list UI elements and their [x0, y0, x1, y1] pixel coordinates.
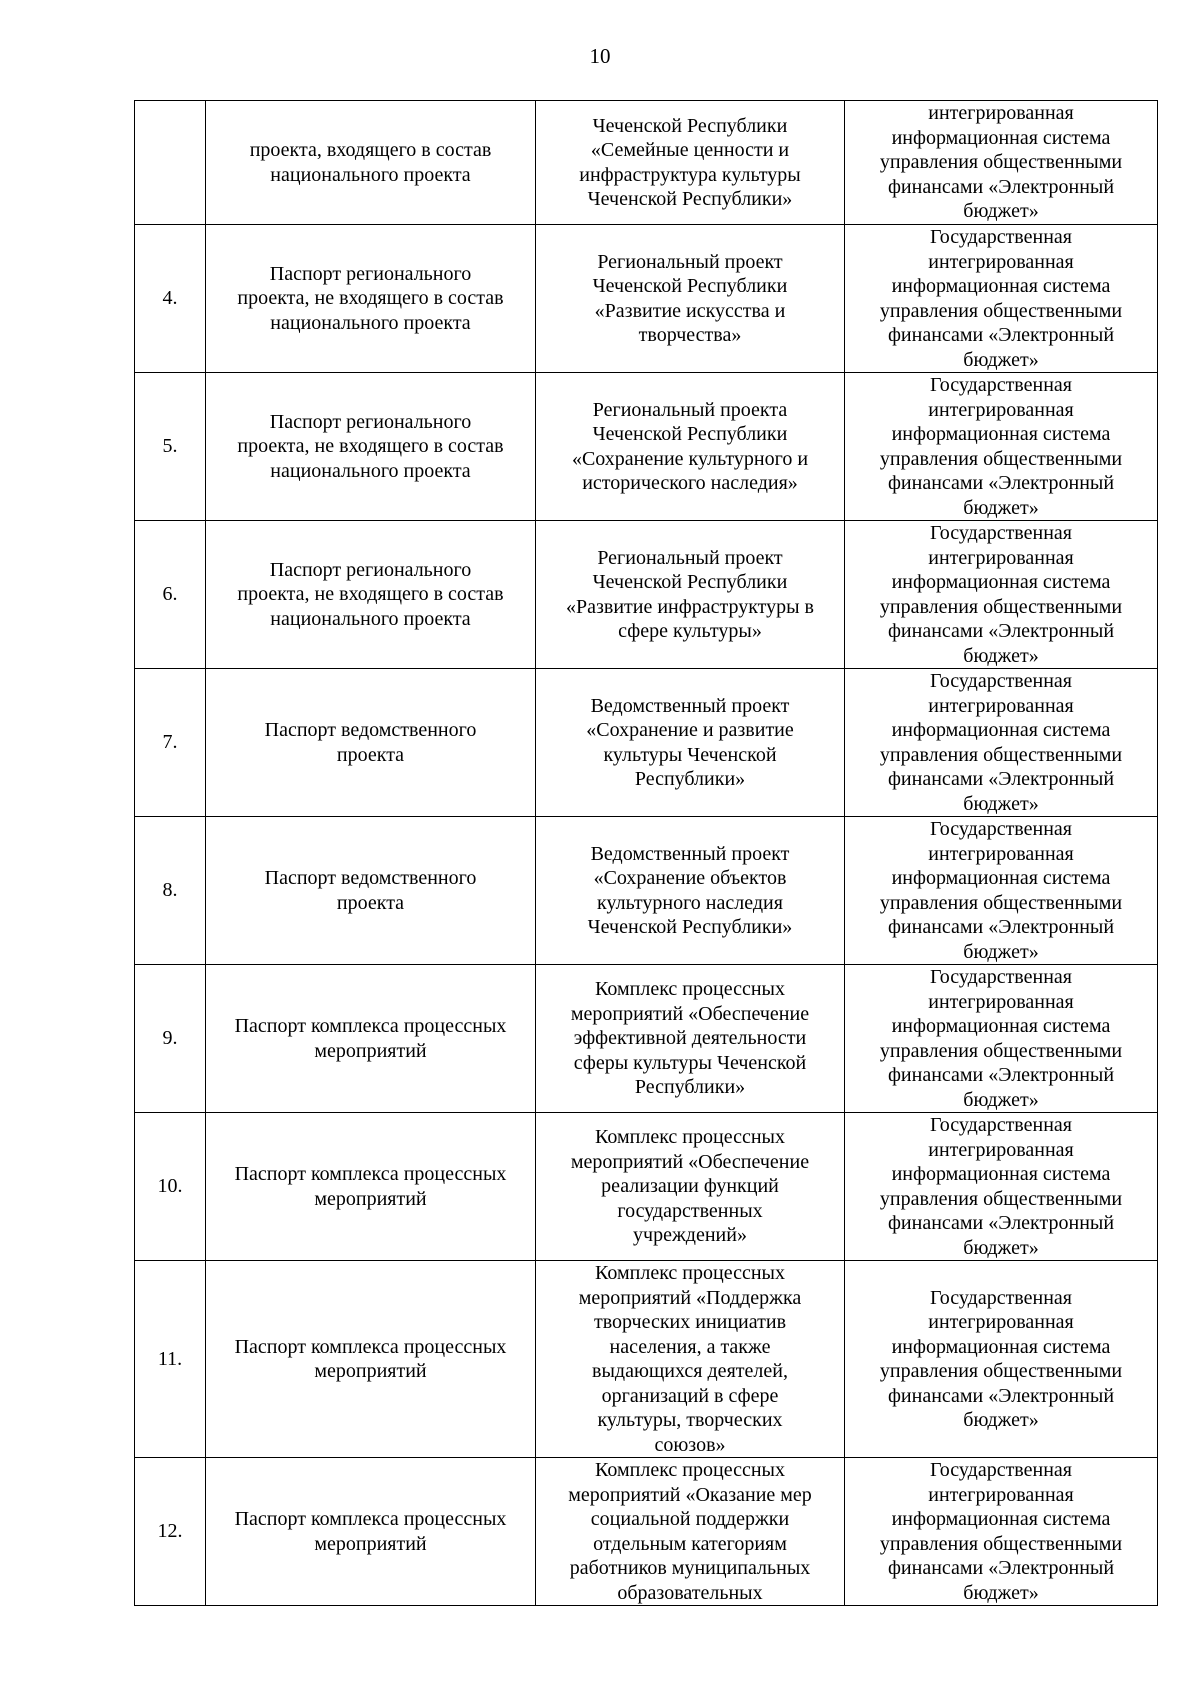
project-name-cell: Ведомственный проект «Сохранение объектов культурного наследия Чеченской Республики»	[536, 817, 845, 965]
project-name-cell: Комплекс процессных мероприятий «Обеспечение эффективной деятельности сферы культуры Чеченской Республики»	[536, 965, 845, 1113]
document-type-cell: Паспорт ведомственного проекта	[206, 817, 536, 965]
information-system-cell: Государственная интегрированная информационная система управления общественными финансами «Электронный бюджет»	[845, 1458, 1158, 1606]
project-name-cell: Ведомственный проект «Сохранение и развитие культуры Чеченской Республики»	[536, 669, 845, 817]
row-number: 7.	[135, 669, 206, 817]
document-type-cell: Паспорт комплекса процессных мероприятий	[206, 1113, 536, 1261]
row-number: 9.	[135, 965, 206, 1113]
information-system-cell: интегрированная информационная система управления общественными финансами «Электронный бюджет»	[845, 101, 1158, 225]
information-system-cell: Государственная интегрированная информационная система управления общественными финансами «Электронный бюджет»	[845, 1261, 1158, 1458]
table-row	[135, 1261, 1158, 1458]
document-type-cell: Паспорт регионального проекта, не входящего в состав национального проекта	[206, 521, 536, 669]
row-number	[135, 101, 206, 225]
document-type-cell: Паспорт регионального проекта, не входящего в состав национального проекта	[206, 373, 536, 521]
project-name-cell: Комплекс процессных мероприятий «Обеспечение реализации функций государственных учреждений»	[536, 1113, 845, 1261]
table-row	[135, 521, 1158, 669]
table-row	[135, 965, 1158, 1113]
information-system-cell: Государственная интегрированная информационная система управления общественными финансами «Электронный бюджет»	[845, 225, 1158, 373]
row-number: 4.	[135, 225, 206, 373]
row-number: 11.	[135, 1261, 206, 1458]
table-row	[135, 817, 1158, 965]
project-name-cell: Комплекс процессных мероприятий «Поддержка творческих инициатив населения, а также выдающихся деятелей, организаций в сфере культуры, творческих союзов»	[536, 1261, 845, 1458]
document-type-cell: Паспорт комплекса процессных мероприятий	[206, 965, 536, 1113]
row-number: 6.	[135, 521, 206, 669]
information-system-cell: Государственная интегрированная информационная система управления общественными финансами «Электронный бюджет»	[845, 373, 1158, 521]
document-type-cell: Паспорт комплекса процессных мероприятий	[206, 1458, 536, 1606]
documents-table	[134, 100, 1158, 1606]
document-type-cell: Паспорт регионального проекта, не входящего в состав национального проекта	[206, 225, 536, 373]
project-name-cell: Чеченской Республики «Семейные ценности и инфраструктура культуры Чеченской Республики»	[536, 101, 845, 225]
table-row	[135, 669, 1158, 817]
table-row	[135, 101, 1158, 225]
information-system-cell: Государственная интегрированная информационная система управления общественными финансами «Электронный бюджет»	[845, 521, 1158, 669]
document-type-cell: Паспорт комплекса процессных мероприятий	[206, 1261, 536, 1458]
row-number: 5.	[135, 373, 206, 521]
project-name-cell: Региональный проекта Чеченской Республики «Сохранение культурного и исторического наследия»	[536, 373, 845, 521]
project-name-cell: Комплекс процессных мероприятий «Оказание мер социальной поддержки отдельным категориям работников муниципальных образовательных	[536, 1458, 845, 1606]
document-type-cell: Паспорт ведомственного проекта	[206, 669, 536, 817]
document-type-cell: проекта, входящего в состав национального проекта	[206, 101, 536, 225]
row-number: 12.	[135, 1458, 206, 1606]
project-name-cell: Региональный проект Чеченской Республики «Развитие искусства и творчества»	[536, 225, 845, 373]
page-number: 10	[589, 44, 611, 68]
information-system-cell: Государственная интегрированная информационная система управления общественными финансами «Электронный бюджет»	[845, 669, 1158, 817]
table-row	[135, 373, 1158, 521]
row-number: 8.	[135, 817, 206, 965]
information-system-cell: Государственная интегрированная информационная система управления общественными финансами «Электронный бюджет»	[845, 965, 1158, 1113]
table-row	[135, 225, 1158, 373]
project-name-cell: Региональный проект Чеченской Республики «Развитие инфраструктуры в сфере культуры»	[536, 521, 845, 669]
row-number: 10.	[135, 1113, 206, 1261]
information-system-cell: Государственная интегрированная информационная система управления общественными финансами «Электронный бюджет»	[845, 1113, 1158, 1261]
table-row	[135, 1458, 1158, 1606]
information-system-cell: Государственная интегрированная информационная система управления общественными финансами «Электронный бюджет»	[845, 817, 1158, 965]
table-row	[135, 1113, 1158, 1261]
